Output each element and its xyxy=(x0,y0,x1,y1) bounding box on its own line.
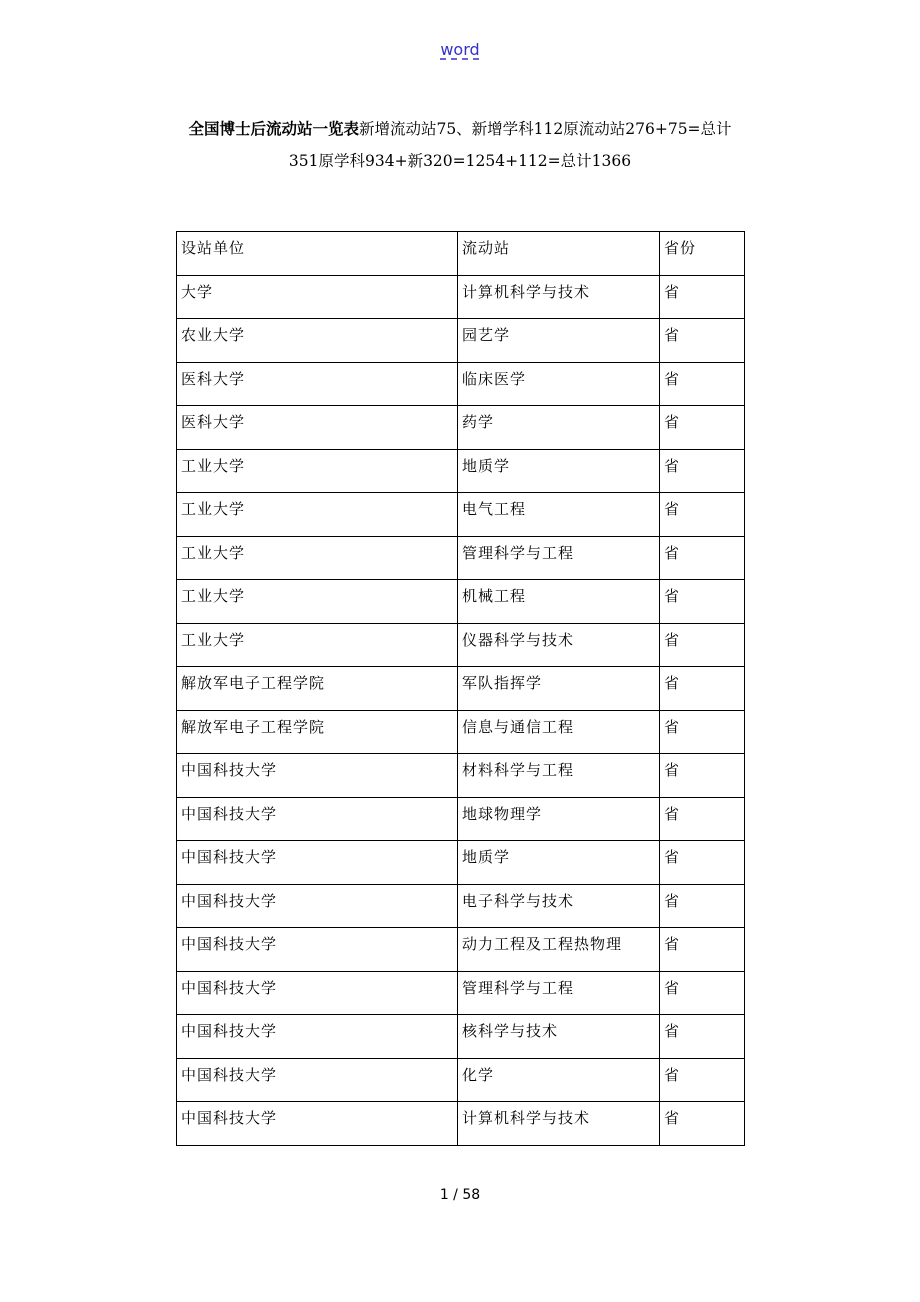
cell-unit: 工业大学 xyxy=(177,623,458,667)
cell-unit: 工业大学 xyxy=(177,580,458,624)
cell-station: 核科学与技术 xyxy=(458,1015,660,1059)
cell-province: 省 xyxy=(660,667,745,711)
cell-station: 计算机科学与技术 xyxy=(458,275,660,319)
cell-province: 省 xyxy=(660,493,745,537)
cell-station: 动力工程及工程热物理 xyxy=(458,928,660,972)
cell-station: 机械工程 xyxy=(458,580,660,624)
table-row xyxy=(177,971,745,1015)
cell-unit: 工业大学 xyxy=(177,493,458,537)
cell-unit: 中国科技大学 xyxy=(177,1015,458,1059)
table-row xyxy=(177,667,745,711)
cell-station: 化学 xyxy=(458,1058,660,1102)
table-row xyxy=(177,884,745,928)
table-row xyxy=(177,928,745,972)
cell-station: 计算机科学与技术 xyxy=(458,1102,660,1146)
cell-unit: 大学 xyxy=(177,275,458,319)
document-title xyxy=(120,113,800,177)
header-cell-province: 省份 xyxy=(660,232,745,276)
cell-unit: 工业大学 xyxy=(177,536,458,580)
cell-station: 管理科学与工程 xyxy=(458,536,660,580)
cell-province: 省 xyxy=(660,1058,745,1102)
cell-province: 省 xyxy=(660,971,745,1015)
cell-unit: 工业大学 xyxy=(177,449,458,493)
cell-unit: 中国科技大学 xyxy=(177,841,458,885)
cell-province: 省 xyxy=(660,449,745,493)
cell-unit: 中国科技大学 xyxy=(177,928,458,972)
cell-station: 园艺学 xyxy=(458,319,660,363)
table-row xyxy=(177,797,745,841)
cell-unit: 医科大学 xyxy=(177,406,458,450)
cell-station: 地球物理学 xyxy=(458,797,660,841)
cell-unit: 中国科技大学 xyxy=(177,754,458,798)
cell-station: 临床医学 xyxy=(458,362,660,406)
cell-station: 军队指挥学 xyxy=(458,667,660,711)
cell-province: 省 xyxy=(660,536,745,580)
table-row xyxy=(177,362,745,406)
cell-province: 省 xyxy=(660,623,745,667)
header-word-link[interactable]: word xyxy=(440,40,480,59)
cell-station: 电子科学与技术 xyxy=(458,884,660,928)
title-line2: 351原学科934+新320=1254+112=总计1366 xyxy=(288,152,632,170)
table-row xyxy=(177,493,745,537)
title-line1-rest: 新增流动站75、新增学科112原流动站276+75=总计 xyxy=(358,120,732,138)
cell-station: 材料科学与工程 xyxy=(458,754,660,798)
cell-unit: 医科大学 xyxy=(177,362,458,406)
cell-station: 仪器科学与技术 xyxy=(458,623,660,667)
page-number: 1 / 58 xyxy=(439,1187,481,1203)
table-header-row xyxy=(177,232,745,276)
cell-station: 电气工程 xyxy=(458,493,660,537)
cell-station: 信息与通信工程 xyxy=(458,710,660,754)
cell-province: 省 xyxy=(660,1015,745,1059)
table-row xyxy=(177,754,745,798)
table-row xyxy=(177,841,745,885)
header-cell-unit: 设站单位 xyxy=(177,232,458,276)
title-bold-text: 全国博士后流动站一览表 xyxy=(188,120,359,138)
table-row xyxy=(177,1102,745,1146)
cell-province: 省 xyxy=(660,841,745,885)
cell-unit: 解放军电子工程学院 xyxy=(177,667,458,711)
cell-unit: 中国科技大学 xyxy=(177,971,458,1015)
table-row xyxy=(177,536,745,580)
table-row xyxy=(177,1058,745,1102)
cell-station: 地质学 xyxy=(458,841,660,885)
cell-province: 省 xyxy=(660,319,745,363)
cell-province: 省 xyxy=(660,754,745,798)
header-cell-station: 流动站 xyxy=(458,232,660,276)
table-row xyxy=(177,580,745,624)
cell-province: 省 xyxy=(660,884,745,928)
table-row xyxy=(177,449,745,493)
cell-province: 省 xyxy=(660,362,745,406)
cell-province: 省 xyxy=(660,710,745,754)
table-row xyxy=(177,319,745,363)
cell-province: 省 xyxy=(660,797,745,841)
cell-station: 管理科学与工程 xyxy=(458,971,660,1015)
cell-unit: 中国科技大学 xyxy=(177,1058,458,1102)
table-row xyxy=(177,406,745,450)
table-row xyxy=(177,1015,745,1059)
cell-province: 省 xyxy=(660,1102,745,1146)
cell-station: 药学 xyxy=(458,406,660,450)
table-row xyxy=(177,275,745,319)
cell-unit: 中国科技大学 xyxy=(177,797,458,841)
cell-unit: 中国科技大学 xyxy=(177,884,458,928)
cell-province: 省 xyxy=(660,580,745,624)
table-row xyxy=(177,623,745,667)
cell-station: 地质学 xyxy=(458,449,660,493)
cell-unit: 中国科技大学 xyxy=(177,1102,458,1146)
cell-province: 省 xyxy=(660,406,745,450)
postdoc-stations-table xyxy=(176,231,745,1146)
table-row xyxy=(177,710,745,754)
cell-province: 省 xyxy=(660,275,745,319)
cell-province: 省 xyxy=(660,928,745,972)
cell-unit: 解放军电子工程学院 xyxy=(177,710,458,754)
cell-unit: 农业大学 xyxy=(177,319,458,363)
